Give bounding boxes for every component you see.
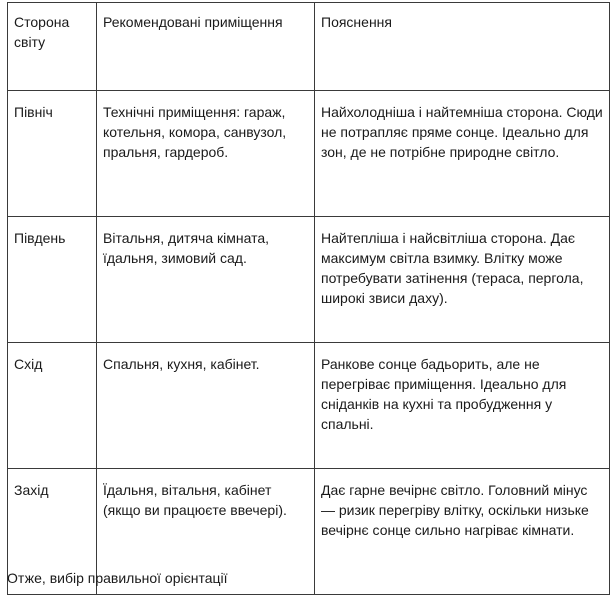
cell-direction: Захід: [8, 469, 97, 595]
cell-direction: Південь: [8, 217, 97, 343]
cell-explanation: Найхолодніша і найтемніша сторона. Сюди не потрапляє пряме сонце. Ідеально для зон, де не потрібне природне світло.: [315, 91, 610, 217]
cell-rooms: Вітальня, дитяча кімната, їдальня, зимовий сад.: [97, 217, 315, 343]
table-row: [8, 343, 610, 469]
cell-rooms: Спальня, кухня, кабінет.: [97, 343, 315, 469]
cell-explanation: Найтепліша і найсвітліша сторона. Дає максимум світла взимку. Влітку може потребувати затінення (тераса, пергола, широкі звиси даху).: [315, 217, 610, 343]
table-row: [8, 91, 610, 217]
cell-rooms: Технічні приміщення: гараж, котельня, комора, санвузол, пральня, гардероб.: [97, 91, 315, 217]
cell-direction: Схід: [8, 343, 97, 469]
orientation-table: [7, 2, 610, 595]
cell-direction: Північ: [8, 91, 97, 217]
partial-paragraph-text: Отже, вибір правильної орієнтації: [7, 570, 228, 586]
header-rooms: Рекомендовані приміщення: [97, 3, 315, 91]
header-direction: Сторона світу: [8, 3, 97, 91]
table-row: [8, 217, 610, 343]
cell-explanation: Ранкове сонце бадьорить, але не перегріває приміщення. Ідеально для сніданків на кухні та пробудження у спальні.: [315, 343, 610, 469]
cell-rooms: Їдальня, вітальня, кабінет (якщо ви працюєте ввечері).: [97, 469, 315, 595]
cell-explanation: Дає гарне вечірнє світло. Головний мінус — ризик перегріву влітку, оскільки низьке вечірнє сонце сильно нагріває кімнати.: [315, 469, 610, 595]
table-header-row: [8, 3, 610, 91]
partial-paragraph: [7, 566, 267, 586]
header-explanation: Пояснення: [315, 3, 610, 91]
